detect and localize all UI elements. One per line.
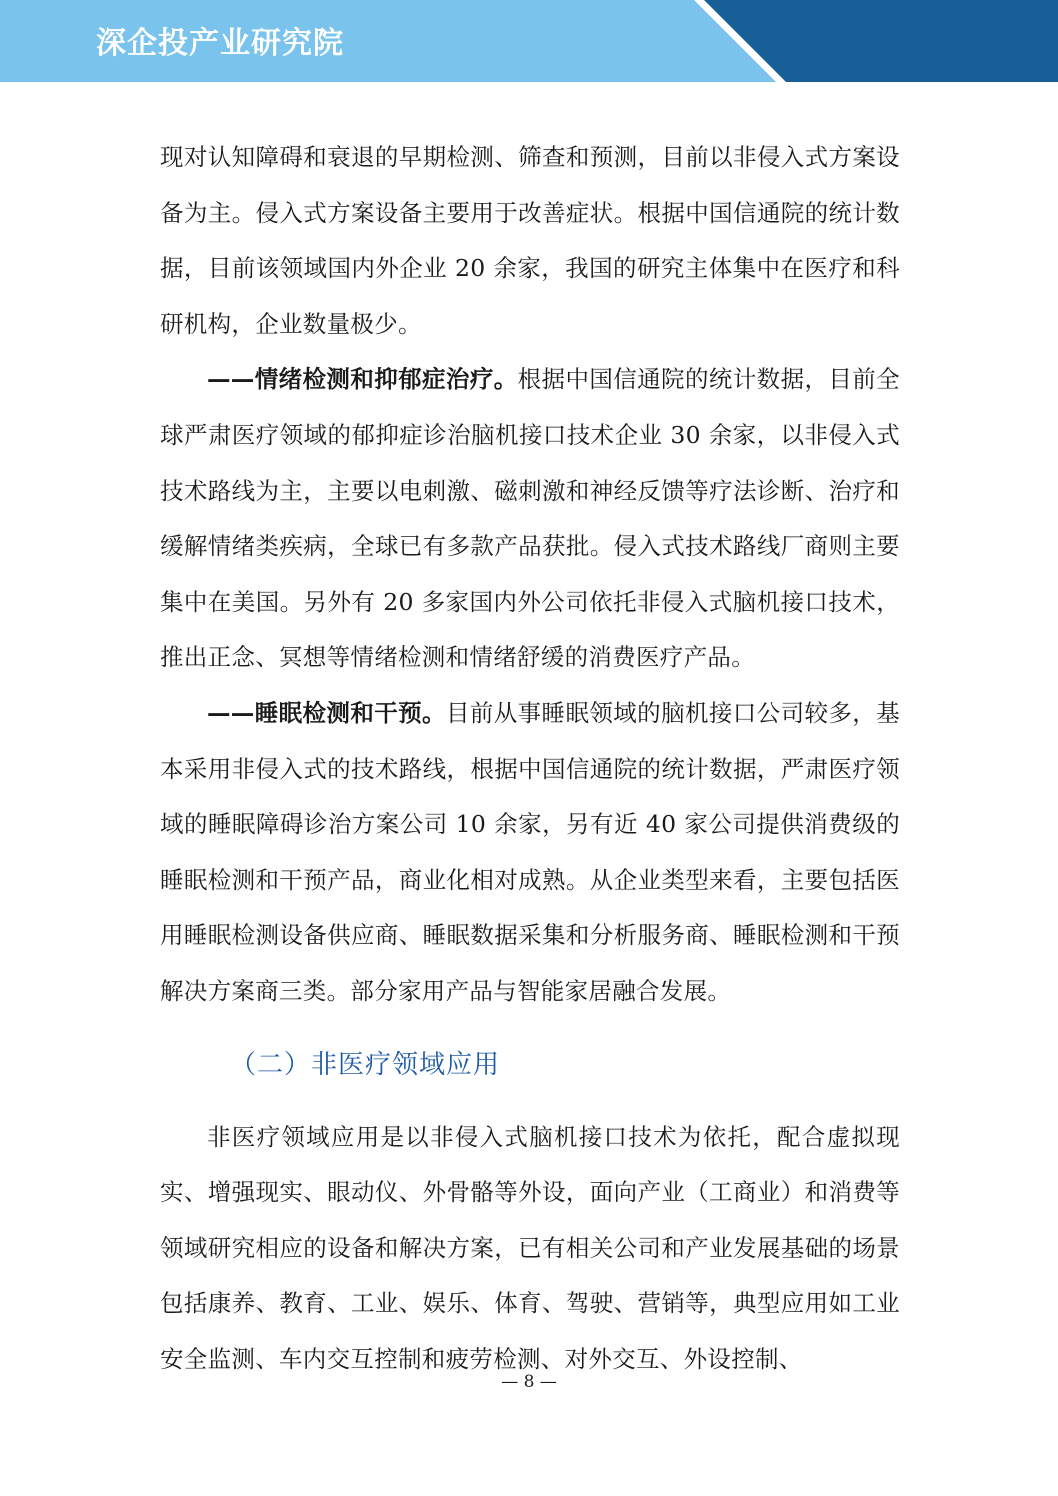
section-paragraph: 非医疗领域应用是以非侵入式脑机接口技术为依托，配合虚拟现实、增强现实、眼动仪、外骨骼等外设，面向产业（工商业）和消费等领域研究相应的设备和解决方案，已有相关公司和产业发展基础的场景包括康养、教育、工业、娱乐、体育、驾驶、营销等，典型应用如工业安全监测、车内交互控制和疲劳检测、对外交互、外设控制、 [160, 1122, 900, 1373]
section-heading: （二）非医疗领域应用 [230, 1049, 501, 1080]
paragraph-3 [160, 686, 900, 1020]
document-body [160, 130, 900, 1387]
paragraph-2-text: 根据中国信通院的统计数据，目前全球严肃医疗领域的郁抑症诊治脑机接口技术企业 30 余家，以非侵入式技术路线为主，主要以电刺激、磁刺激和神经反馈等疗法诊断、治疗和缓解情绪类疾病，全球已有多款产品获批。侵入式技术路线厂商则主要集中在美国。另外有 20 多家国内外公司依托非侵入式脑机接口技术，推出正念、冥想等情绪检测和情绪舒缓的消费医疗产品。 [160, 365, 900, 672]
paragraph-2 [160, 352, 900, 686]
page-number: — 8 — [501, 1372, 557, 1392]
header-title: 深企投产业研究院 [96, 26, 344, 61]
page-header [0, 0, 1058, 82]
paragraph-3-lead: ——睡眠检测和干预。 [207, 698, 446, 727]
paragraph-3-text: 目前从事睡眠领域的脑机接口公司较多，基本采用非侵入式的技术路线，根据中国信通院的统计数据，严肃医疗领域的睡眠障碍诊治方案公司 10 余家，另有近 40 家公司提供消费级的睡眠检测和干预产品，商业化相对成熟。从企业类型来看，主要包括医用睡眠检测设备供应商、睡眠数据采集和分析服务商、睡眠检测和干预解决方案商三类。部分家用产品与智能家居融合发展。 [160, 698, 901, 1005]
paragraph-1-text: 现对认知障碍和衰退的早期检测、筛查和预测，目前以非侵入式方案设备为主。侵入式方案设备主要用于改善症状。根据中国信通院的统计数据，目前该领域国内外企业 20 余家，我国的研究主体集中在医疗和科研机构，企业数量极少。 [160, 143, 900, 338]
paragraph-2-lead: ——情绪检测和抑郁症治疗。 [207, 365, 518, 394]
paragraph-1 [160, 130, 900, 352]
